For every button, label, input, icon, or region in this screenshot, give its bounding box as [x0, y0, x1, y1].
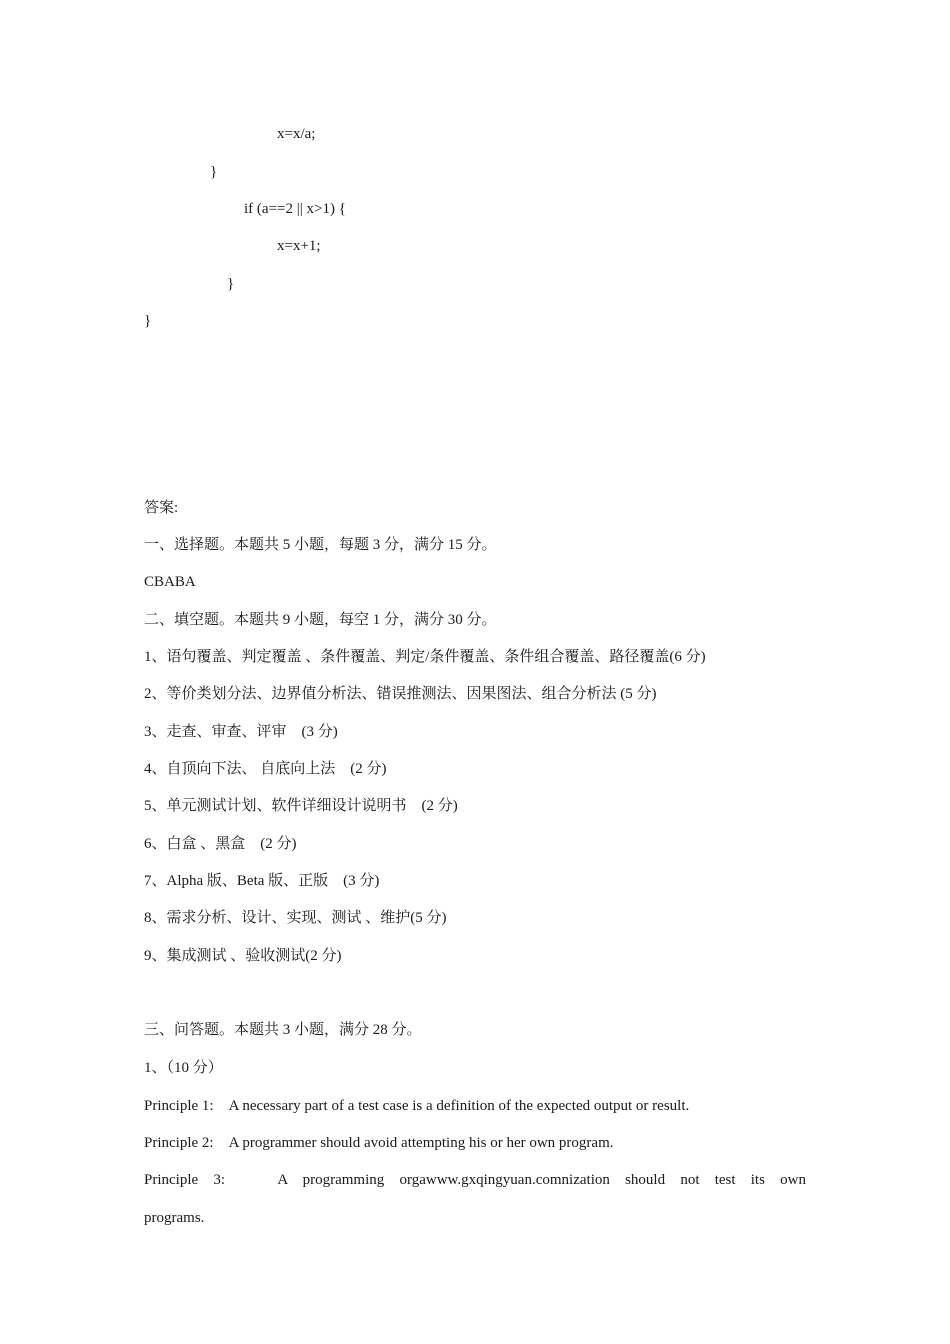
list-item: 8、需求分析、设计、实现、测试 、维护(5 分)	[144, 910, 447, 926]
code-line: }	[144, 313, 152, 329]
list-item: 2、等价类划分法、边界值分析法、错误推测法、因果图法、组合分析法 (5 分)	[144, 686, 657, 702]
code-line: }	[210, 164, 218, 180]
list-item: 5、单元测试计划、软件详细设计说明书 (2 分)	[144, 798, 458, 814]
code-line: if (a==2 || x>1) {	[244, 201, 346, 217]
principle-line: Principle 1: A necessary part of a test case is a definition of the expected output or result.	[144, 1098, 690, 1114]
code-line: x=x+1;	[277, 238, 321, 254]
code-line: x=x/a;	[277, 126, 316, 142]
list-item: 6、白盒 、黑盒 (2 分)	[144, 836, 297, 852]
principle-line: Principle 3: A programming orgawww.gxqingyuan.comnization should not test its own	[144, 1172, 806, 1188]
section-title: 一、选择题。本题共 5 小题，每题 3 分，满分 15 分。	[144, 537, 497, 553]
question-label: 1、（10 分）	[144, 1060, 223, 1076]
list-item: 3、走查、审查、评审 (3 分)	[144, 724, 338, 740]
section-title: 三、问答题。本题共 3 小题，满分 28 分。	[144, 1022, 422, 1038]
list-item: 4、自顶向下法、 自底向上法 (2 分)	[144, 761, 387, 777]
choice-answers: CBABA	[144, 574, 196, 590]
list-item: 1、语句覆盖、判定覆盖 、条件覆盖、判定/条件覆盖、条件组合覆盖、路径覆盖(6 分)	[144, 649, 706, 665]
principle-continuation: programs.	[144, 1210, 205, 1226]
answers-heading: 答案:	[144, 500, 179, 516]
list-item: 7、Alpha 版、Beta 版、正版 (3 分)	[144, 873, 380, 889]
code-line: }	[227, 276, 235, 292]
section-title: 二、填空题。本题共 9 小题，每空 1 分，满分 30 分。	[144, 612, 497, 628]
list-item: 9、集成测试 、验收测试(2 分)	[144, 948, 342, 964]
principle-line: Principle 2: A programmer should avoid attempting his or her own program.	[144, 1135, 614, 1151]
